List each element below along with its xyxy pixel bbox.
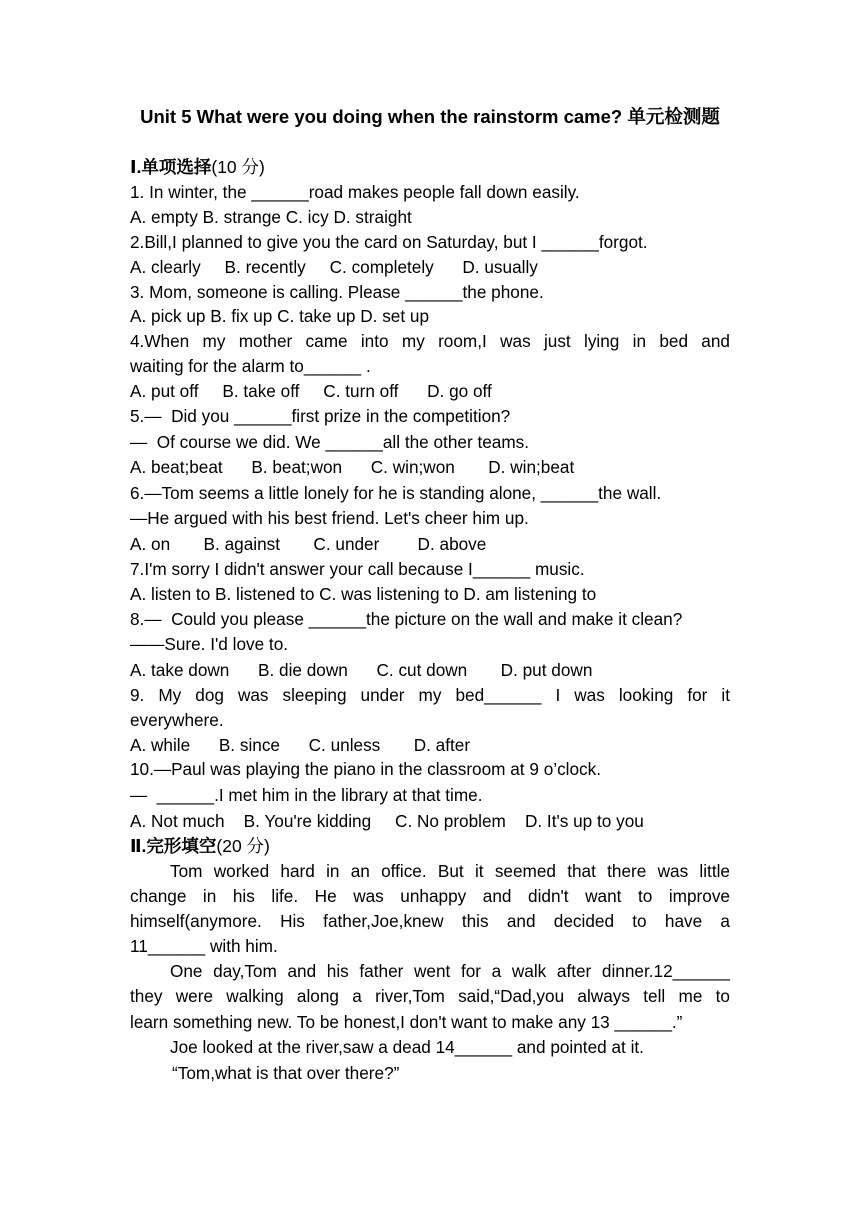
passage-paragraph-2-line-2: they were walking along a river,Tom said,“Dad,you always tell me to — [130, 985, 730, 1006]
passage-paragraph-2-line-3: learn something new. To be honest,I don't want to make any 13 ______.” — [130, 1011, 683, 1032]
question-4-stem-line-2: waiting for the alarm to______ . — [130, 356, 371, 377]
question-2-options: A. clearly B. recently C. completely D. usually — [130, 256, 538, 277]
section-heading-text: 完形填空 — [146, 836, 217, 857]
section-numeral: Ⅰ. — [130, 157, 142, 177]
section-numeral: Ⅱ. — [130, 836, 147, 857]
section-heading-single-choice — [130, 154, 730, 180]
question-6-stem-line-2: —He argued with his best friend. Let's cheer him up. — [130, 508, 529, 529]
question-8-options: A. take down B. die down C. cut down D. put down — [130, 659, 593, 680]
passage-paragraph-1-line-1: Tom worked hard in an office. But it seemed that there was little — [170, 861, 730, 882]
question-5-options: A. beat;beat B. beat;won C. win;won D. win;beat — [130, 457, 575, 478]
question-4-stem-line-1: 4.When my mother came into my room,I was just lying in bed and — [130, 331, 730, 352]
passage-paragraph-1-line-3: himself(anymore. His father,Joe,knew this and decided to have a — [130, 911, 730, 932]
question-10-options: A. Not much B. You're kidding C. No problem D. It's up to you — [130, 810, 644, 831]
section-score: (10 分) — [211, 157, 265, 177]
question-7-options: A. listen to B. listened to C. was listening to D. am listening to — [130, 583, 597, 604]
section-heading-cloze — [130, 833, 730, 859]
passage-paragraph-1-line-4: 11______ with him. — [130, 936, 278, 957]
passage-paragraph-2-line-1: One day,Tom and his father went for a walk after dinner.12______ — [170, 961, 730, 982]
section-score: (20 分) — [216, 836, 270, 857]
question-10-stem-line-1: 10.—Paul was playing the piano in the classroom at 9 o’clock. — [130, 759, 602, 780]
passage-paragraph-4-line-1: “Tom,what is that over there?” — [172, 1062, 400, 1083]
section-heading-text: 单项选择 — [141, 157, 212, 177]
question-8-stem-line-1: 8.— Could you please ______the picture on the wall and make it clean? — [130, 608, 683, 629]
question-3-options: A. pick up B. fix up C. take up D. set up — [130, 306, 430, 327]
passage-paragraph-3-line-1: Joe looked at the river,saw a dead 14______ and pointed at it. — [170, 1037, 644, 1058]
question-9-stem-line-1: 9. My dog was sleeping under my bed______ I was looking for it — [130, 684, 730, 705]
question-10-stem-line-2: — ______.I met him in the library at that time. — [130, 785, 483, 805]
question-2-stem: 2.Bill,I planned to give you the card on Saturday, but I ______forgot. — [130, 231, 648, 252]
question-5-stem-line-1: 5.— Did you ______first prize in the competition? — [130, 406, 511, 427]
question-5-stem-line-2: — Of course we did. We ______all the other teams. — [130, 431, 530, 452]
document-body — [130, 154, 730, 1086]
question-1-options: A. empty B. strange C. icy D. straight — [130, 206, 412, 227]
question-6-stem-line-1: 6.—Tom seems a little lonely for he is standing alone, ______the wall. — [130, 482, 662, 503]
passage-paragraph-1-line-2: change in his life. He was unhappy and didn't want to improve — [130, 886, 730, 907]
question-1-stem: 1. In winter, the ______road makes people fall down easily. — [130, 182, 580, 202]
question-6-options: A. on B. against C. under D. above — [130, 533, 487, 554]
question-8-stem-line-2: ——Sure. I'd love to. — [130, 634, 289, 655]
question-3-stem: 3. Mom, someone is calling. Please ______the phone. — [130, 281, 544, 302]
question-4-options: A. put off B. take off C. turn off D. go off — [130, 381, 492, 402]
question-9-options: A. while B. since C. unless D. after — [130, 734, 471, 755]
question-9-stem-line-2: everywhere. — [130, 709, 224, 730]
question-7-stem: 7.I'm sorry I didn't answer your call because I______ music. — [130, 558, 585, 579]
page-title: Unit 5 What were you doing when the rainstorm came? 单元检测题 — [140, 106, 720, 127]
